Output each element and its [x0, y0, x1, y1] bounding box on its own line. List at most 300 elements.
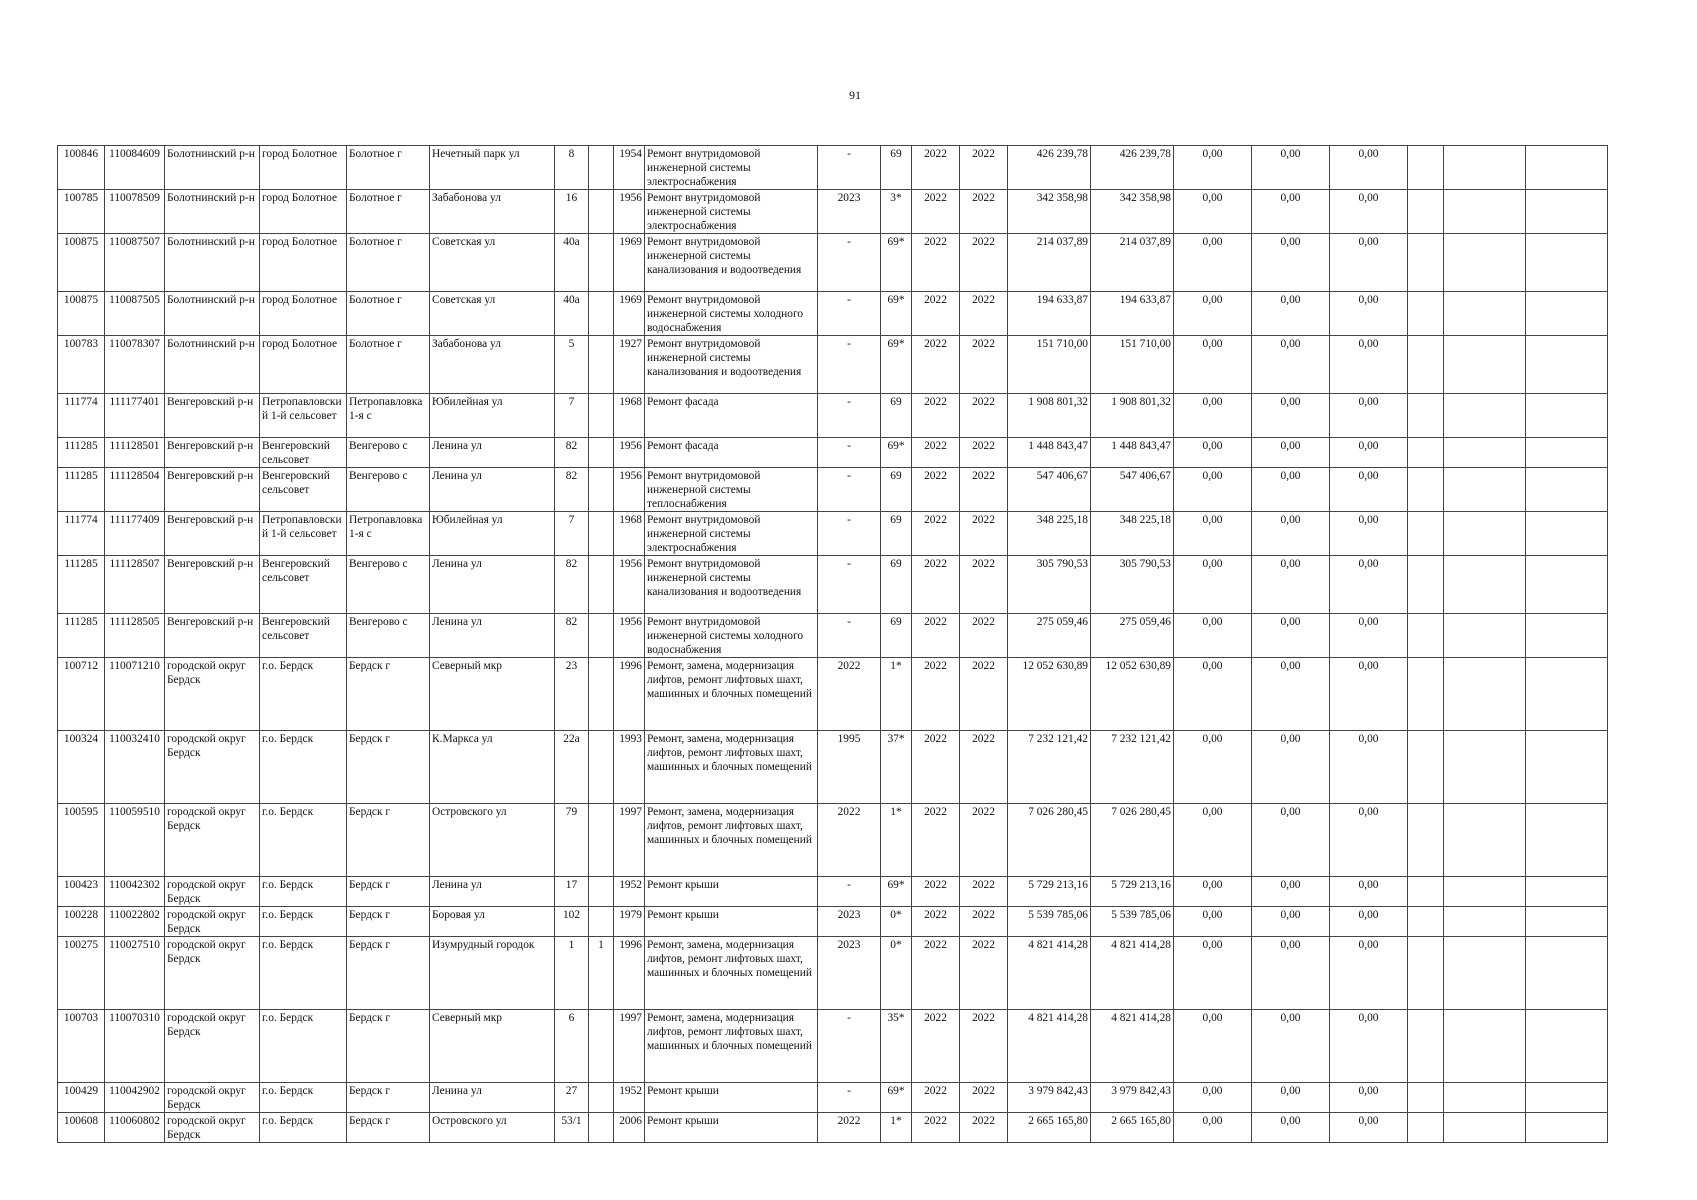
cell-total-cost: 2 665 165,80 [1008, 1113, 1091, 1143]
cell-work-id: 110078509 [105, 190, 165, 234]
cell-plan-year-end: 2022 [960, 190, 1008, 234]
cell-work-type: Ремонт, замена, модернизация лифтов, ремонт лифтовых шахт, машинных и блочных помещений [645, 658, 818, 731]
cell-extra-3 [1526, 234, 1608, 292]
table-row [58, 336, 1608, 394]
cell-district: Венгеровский р-н [165, 438, 260, 468]
cell-building [589, 614, 614, 658]
cell-work-type: Ремонт внутридомовой инженерной системы теплоснабжения [645, 468, 818, 512]
cell-house-number: 82 [555, 438, 589, 468]
cell-street: Изумрудный городок [430, 937, 555, 1010]
cell-extra-3 [1526, 394, 1608, 438]
cell-plan-year-end: 2022 [960, 292, 1008, 336]
cell-extra-1 [1408, 468, 1444, 512]
cell-street: Ленина ул [430, 468, 555, 512]
cell-municipality: г.о. Бердск [260, 731, 347, 804]
cell-plan-year-end: 2022 [960, 1010, 1008, 1083]
cell-extra-3 [1526, 190, 1608, 234]
cell-house-id: 100875 [58, 234, 105, 292]
cell-total-cost: 4 821 414,28 [1008, 937, 1091, 1010]
cell-extra-1 [1408, 556, 1444, 614]
cell-house-number: 40а [555, 234, 589, 292]
cell-budget-regional: 0,00 [1252, 1083, 1330, 1113]
cell-year-built: 1997 [614, 1010, 645, 1083]
cell-wear-percent: 37* [881, 731, 912, 804]
cell-street: Ленина ул [430, 1083, 555, 1113]
cell-locality: Бердск г [347, 804, 430, 877]
table-row [58, 907, 1608, 937]
table-row [58, 614, 1608, 658]
cell-house-id: 100785 [58, 190, 105, 234]
cell-extra-3 [1526, 292, 1608, 336]
cell-extra-1 [1408, 804, 1444, 877]
cell-house-id: 100608 [58, 1113, 105, 1143]
cell-budget-local: 0,00 [1330, 1010, 1408, 1083]
cell-municipality: Венгеровский сельсовет [260, 556, 347, 614]
cell-street: Забабонова ул [430, 336, 555, 394]
cell-year-built: 1996 [614, 658, 645, 731]
cell-budget-local: 0,00 [1330, 438, 1408, 468]
cell-extra-1 [1408, 1083, 1444, 1113]
cell-municipality: Петропавловский 1-й сельсовет [260, 512, 347, 556]
cell-house-id: 111774 [58, 512, 105, 556]
cell-wear-percent: 69* [881, 877, 912, 907]
cell-locality: Бердск г [347, 658, 430, 731]
cell-extra-1 [1408, 336, 1444, 394]
cell-street: Ленина ул [430, 614, 555, 658]
cell-year-built: 1954 [614, 146, 645, 190]
cell-fund-cost: 342 358,98 [1091, 190, 1174, 234]
cell-district: городской округ Бердск [165, 731, 260, 804]
cell-street: Юбилейная ул [430, 394, 555, 438]
table-row [58, 556, 1608, 614]
cell-plan-year-start: 2022 [912, 190, 960, 234]
cell-year-built: 1968 [614, 512, 645, 556]
cell-total-cost: 194 633,87 [1008, 292, 1091, 336]
table-row [58, 804, 1608, 877]
cell-house-id: 100703 [58, 1010, 105, 1083]
cell-budget-local: 0,00 [1330, 234, 1408, 292]
cell-last-repair-year: - [818, 614, 881, 658]
cell-locality: Венгерово с [347, 556, 430, 614]
cell-municipality: Венгеровский сельсовет [260, 614, 347, 658]
table-row [58, 438, 1608, 468]
cell-year-built: 1993 [614, 731, 645, 804]
cell-total-cost: 348 225,18 [1008, 512, 1091, 556]
cell-work-id: 110084609 [105, 146, 165, 190]
cell-last-repair-year: - [818, 1010, 881, 1083]
cell-house-number: 7 [555, 512, 589, 556]
cell-municipality: г.о. Бердск [260, 658, 347, 731]
cell-last-repair-year: 2022 [818, 658, 881, 731]
cell-building [589, 1113, 614, 1143]
cell-municipality: г.о. Бердск [260, 907, 347, 937]
cell-budget-regional: 0,00 [1252, 438, 1330, 468]
cell-district: городской округ Бердск [165, 937, 260, 1010]
cell-extra-1 [1408, 937, 1444, 1010]
cell-locality: Бердск г [347, 1010, 430, 1083]
cell-house-id: 100595 [58, 804, 105, 877]
cell-year-built: 1956 [614, 438, 645, 468]
cell-extra-2 [1444, 146, 1526, 190]
cell-building [589, 234, 614, 292]
cell-total-cost: 426 239,78 [1008, 146, 1091, 190]
cell-last-repair-year: 2023 [818, 907, 881, 937]
cell-year-built: 1968 [614, 394, 645, 438]
cell-budget-regional: 0,00 [1252, 146, 1330, 190]
cell-work-id: 110071210 [105, 658, 165, 731]
cell-house-id: 111774 [58, 394, 105, 438]
cell-wear-percent: 69* [881, 292, 912, 336]
cell-extra-3 [1526, 1010, 1608, 1083]
cell-budget-regional: 0,00 [1252, 877, 1330, 907]
cell-budget-regional: 0,00 [1252, 394, 1330, 438]
cell-building: 1 [589, 937, 614, 1010]
cell-district: Венгеровский р-н [165, 512, 260, 556]
cell-work-id: 110032410 [105, 731, 165, 804]
cell-municipality: Венгеровский сельсовет [260, 468, 347, 512]
cell-year-built: 1952 [614, 1083, 645, 1113]
cell-work-type: Ремонт, замена, модернизация лифтов, ремонт лифтовых шахт, машинных и блочных помещений [645, 937, 818, 1010]
cell-house-number: 102 [555, 907, 589, 937]
cell-wear-percent: 69 [881, 512, 912, 556]
cell-total-cost: 5 539 785,06 [1008, 907, 1091, 937]
cell-house-number: 82 [555, 614, 589, 658]
cell-district: Болотнинский р-н [165, 146, 260, 190]
cell-budget-local: 0,00 [1330, 1083, 1408, 1113]
cell-extra-2 [1444, 292, 1526, 336]
cell-extra-2 [1444, 336, 1526, 394]
cell-extra-2 [1444, 1010, 1526, 1083]
cell-house-id: 100712 [58, 658, 105, 731]
cell-locality: Бердск г [347, 907, 430, 937]
cell-street: Забабонова ул [430, 190, 555, 234]
cell-work-id: 110022802 [105, 907, 165, 937]
cell-extra-2 [1444, 556, 1526, 614]
cell-wear-percent: 69 [881, 146, 912, 190]
cell-budget-regional: 0,00 [1252, 907, 1330, 937]
page-number: 91 [849, 88, 861, 102]
cell-municipality: г.о. Бердск [260, 1010, 347, 1083]
cell-extra-1 [1408, 146, 1444, 190]
cell-budget-local: 0,00 [1330, 146, 1408, 190]
cell-extra-1 [1408, 658, 1444, 731]
cell-district: Болотнинский р-н [165, 336, 260, 394]
cell-extra-2 [1444, 804, 1526, 877]
repair-schedule-table [57, 145, 1608, 1143]
cell-plan-year-start: 2022 [912, 438, 960, 468]
cell-plan-year-start: 2022 [912, 336, 960, 394]
cell-municipality: город Болотное [260, 336, 347, 394]
cell-last-repair-year: - [818, 468, 881, 512]
cell-work-type: Ремонт, замена, модернизация лифтов, ремонт лифтовых шахт, машинных и блочных помещений [645, 1010, 818, 1083]
cell-district: Венгеровский р-н [165, 614, 260, 658]
cell-district: Венгеровский р-н [165, 556, 260, 614]
cell-plan-year-end: 2022 [960, 146, 1008, 190]
cell-house-number: 82 [555, 468, 589, 512]
cell-district: городской округ Бердск [165, 658, 260, 731]
cell-work-type: Ремонт внутридомовой инженерной системы электроснабжения [645, 190, 818, 234]
table-row [58, 1083, 1608, 1113]
cell-street: Ленина ул [430, 438, 555, 468]
cell-budget-regional: 0,00 [1252, 292, 1330, 336]
cell-extra-2 [1444, 907, 1526, 937]
cell-plan-year-start: 2022 [912, 658, 960, 731]
cell-street: Северный мкр [430, 658, 555, 731]
cell-extra-3 [1526, 556, 1608, 614]
cell-street: Северный мкр [430, 1010, 555, 1083]
cell-extra-1 [1408, 731, 1444, 804]
cell-plan-year-start: 2022 [912, 146, 960, 190]
cell-wear-percent: 69* [881, 234, 912, 292]
cell-budget-local: 0,00 [1330, 658, 1408, 731]
cell-work-type: Ремонт внутридомовой инженерной системы канализования и водоотведения [645, 234, 818, 292]
cell-locality: Болотное г [347, 234, 430, 292]
cell-fund-cost: 3 979 842,43 [1091, 1083, 1174, 1113]
cell-wear-percent: 35* [881, 1010, 912, 1083]
cell-extra-1 [1408, 614, 1444, 658]
cell-work-id: 110027510 [105, 937, 165, 1010]
cell-budget-local: 0,00 [1330, 804, 1408, 877]
cell-wear-percent: 69 [881, 614, 912, 658]
cell-plan-year-end: 2022 [960, 658, 1008, 731]
cell-budget-local: 0,00 [1330, 877, 1408, 907]
cell-extra-2 [1444, 731, 1526, 804]
cell-extra-1 [1408, 234, 1444, 292]
cell-building [589, 556, 614, 614]
cell-fund-cost: 214 037,89 [1091, 234, 1174, 292]
table-row [58, 1010, 1608, 1083]
cell-extra-2 [1444, 438, 1526, 468]
cell-street: Нечетный парк ул [430, 146, 555, 190]
cell-locality: Венгерово с [347, 438, 430, 468]
cell-house-id: 100324 [58, 731, 105, 804]
cell-last-repair-year: 2023 [818, 937, 881, 1010]
cell-extra-3 [1526, 1113, 1608, 1143]
cell-plan-year-start: 2022 [912, 937, 960, 1010]
cell-work-id: 111128504 [105, 468, 165, 512]
cell-extra-1 [1408, 190, 1444, 234]
cell-last-repair-year: - [818, 1083, 881, 1113]
cell-extra-2 [1444, 234, 1526, 292]
cell-house-number: 7 [555, 394, 589, 438]
cell-extra-3 [1526, 336, 1608, 394]
cell-year-built: 2006 [614, 1113, 645, 1143]
cell-locality: Болотное г [347, 336, 430, 394]
cell-house-number: 5 [555, 336, 589, 394]
cell-fund-cost: 194 633,87 [1091, 292, 1174, 336]
cell-extra-3 [1526, 877, 1608, 907]
cell-street: К.Маркса ул [430, 731, 555, 804]
cell-house-id: 111285 [58, 438, 105, 468]
cell-fund-cost: 1 908 801,32 [1091, 394, 1174, 438]
cell-extra-3 [1526, 438, 1608, 468]
cell-budget-local: 0,00 [1330, 937, 1408, 1010]
cell-plan-year-start: 2022 [912, 1010, 960, 1083]
cell-plan-year-start: 2022 [912, 468, 960, 512]
cell-last-repair-year: 2023 [818, 190, 881, 234]
cell-wear-percent: 69* [881, 336, 912, 394]
cell-year-built: 1952 [614, 877, 645, 907]
cell-year-built: 1956 [614, 190, 645, 234]
cell-house-number: 16 [555, 190, 589, 234]
cell-budget-local: 0,00 [1330, 731, 1408, 804]
cell-budget-regional: 0,00 [1252, 234, 1330, 292]
cell-work-id: 111128507 [105, 556, 165, 614]
cell-house-number: 22а [555, 731, 589, 804]
cell-budget-local: 0,00 [1330, 907, 1408, 937]
cell-building [589, 731, 614, 804]
cell-work-type: Ремонт крыши [645, 1113, 818, 1143]
cell-last-repair-year: - [818, 877, 881, 907]
cell-plan-year-start: 2022 [912, 1113, 960, 1143]
cell-budget-federal: 0,00 [1174, 1113, 1252, 1143]
cell-plan-year-end: 2022 [960, 438, 1008, 468]
cell-wear-percent: 0* [881, 937, 912, 1010]
cell-year-built: 1969 [614, 234, 645, 292]
cell-locality: Бердск г [347, 1113, 430, 1143]
cell-locality: Болотное г [347, 292, 430, 336]
cell-house-id: 100783 [58, 336, 105, 394]
cell-last-repair-year: - [818, 438, 881, 468]
cell-work-type: Ремонт крыши [645, 877, 818, 907]
cell-plan-year-end: 2022 [960, 234, 1008, 292]
cell-year-built: 1956 [614, 556, 645, 614]
cell-total-cost: 1 908 801,32 [1008, 394, 1091, 438]
cell-budget-regional: 0,00 [1252, 190, 1330, 234]
cell-wear-percent: 69* [881, 438, 912, 468]
cell-fund-cost: 151 710,00 [1091, 336, 1174, 394]
cell-work-type: Ремонт внутридомовой инженерной системы электроснабжения [645, 146, 818, 190]
cell-plan-year-end: 2022 [960, 556, 1008, 614]
cell-budget-federal: 0,00 [1174, 468, 1252, 512]
cell-budget-federal: 0,00 [1174, 907, 1252, 937]
table-row [58, 190, 1608, 234]
cell-extra-1 [1408, 512, 1444, 556]
cell-house-id: 111285 [58, 556, 105, 614]
cell-building [589, 804, 614, 877]
cell-building [589, 292, 614, 336]
cell-house-id: 100846 [58, 146, 105, 190]
cell-wear-percent: 1* [881, 804, 912, 877]
cell-extra-3 [1526, 907, 1608, 937]
cell-plan-year-start: 2022 [912, 512, 960, 556]
cell-year-built: 1996 [614, 937, 645, 1010]
cell-fund-cost: 348 225,18 [1091, 512, 1174, 556]
cell-district: городской округ Бердск [165, 804, 260, 877]
cell-last-repair-year: - [818, 234, 881, 292]
cell-fund-cost: 4 821 414,28 [1091, 937, 1174, 1010]
cell-plan-year-end: 2022 [960, 877, 1008, 907]
cell-fund-cost: 547 406,67 [1091, 468, 1174, 512]
cell-fund-cost: 7 232 121,42 [1091, 731, 1174, 804]
cell-work-type: Ремонт, замена, модернизация лифтов, ремонт лифтовых шахт, машинных и блочных помещений [645, 804, 818, 877]
cell-wear-percent: 69 [881, 556, 912, 614]
cell-plan-year-end: 2022 [960, 512, 1008, 556]
cell-budget-regional: 0,00 [1252, 658, 1330, 731]
cell-municipality: Венгеровский сельсовет [260, 438, 347, 468]
cell-total-cost: 305 790,53 [1008, 556, 1091, 614]
cell-extra-2 [1444, 512, 1526, 556]
cell-work-type: Ремонт внутридомовой инженерной системы холодного водоснабжения [645, 292, 818, 336]
cell-house-number: 1 [555, 937, 589, 1010]
cell-building [589, 394, 614, 438]
cell-district: Болотнинский р-н [165, 292, 260, 336]
cell-wear-percent: 0* [881, 907, 912, 937]
cell-extra-3 [1526, 658, 1608, 731]
cell-budget-regional: 0,00 [1252, 804, 1330, 877]
cell-house-number: 17 [555, 877, 589, 907]
cell-wear-percent: 1* [881, 658, 912, 731]
cell-extra-2 [1444, 658, 1526, 731]
cell-locality: Болотное г [347, 146, 430, 190]
cell-budget-regional: 0,00 [1252, 468, 1330, 512]
table-row [58, 877, 1608, 907]
cell-budget-federal: 0,00 [1174, 394, 1252, 438]
cell-last-repair-year: 2022 [818, 804, 881, 877]
table-row [58, 512, 1608, 556]
cell-district: Венгеровский р-н [165, 394, 260, 438]
cell-total-cost: 5 729 213,16 [1008, 877, 1091, 907]
cell-extra-3 [1526, 468, 1608, 512]
cell-total-cost: 151 710,00 [1008, 336, 1091, 394]
cell-fund-cost: 426 239,78 [1091, 146, 1174, 190]
cell-last-repair-year: - [818, 394, 881, 438]
table-row [58, 292, 1608, 336]
cell-extra-1 [1408, 438, 1444, 468]
cell-wear-percent: 1* [881, 1113, 912, 1143]
cell-street: Островского ул [430, 804, 555, 877]
cell-street: Юбилейная ул [430, 512, 555, 556]
cell-house-number: 8 [555, 146, 589, 190]
cell-work-type: Ремонт внутридомовой инженерной системы канализования и водоотведения [645, 336, 818, 394]
cell-plan-year-start: 2022 [912, 234, 960, 292]
cell-extra-2 [1444, 190, 1526, 234]
cell-plan-year-start: 2022 [912, 877, 960, 907]
cell-work-id: 111128501 [105, 438, 165, 468]
cell-wear-percent: 3* [881, 190, 912, 234]
cell-extra-1 [1408, 292, 1444, 336]
cell-budget-regional: 0,00 [1252, 512, 1330, 556]
cell-locality: Бердск г [347, 731, 430, 804]
cell-work-id: 111177409 [105, 512, 165, 556]
cell-budget-regional: 0,00 [1252, 614, 1330, 658]
cell-wear-percent: 69* [881, 1083, 912, 1113]
cell-fund-cost: 7 026 280,45 [1091, 804, 1174, 877]
cell-work-type: Ремонт фасада [645, 438, 818, 468]
cell-locality: Петропавловка 1-я с [347, 512, 430, 556]
cell-district: Болотнинский р-н [165, 234, 260, 292]
cell-house-id: 100875 [58, 292, 105, 336]
cell-house-id: 100429 [58, 1083, 105, 1113]
cell-total-cost: 275 059,46 [1008, 614, 1091, 658]
table-row [58, 731, 1608, 804]
cell-work-id: 110078307 [105, 336, 165, 394]
cell-plan-year-end: 2022 [960, 1083, 1008, 1113]
cell-plan-year-end: 2022 [960, 336, 1008, 394]
cell-house-number: 40а [555, 292, 589, 336]
cell-budget-regional: 0,00 [1252, 731, 1330, 804]
cell-extra-2 [1444, 394, 1526, 438]
cell-total-cost: 7 026 280,45 [1008, 804, 1091, 877]
cell-street: Ленина ул [430, 556, 555, 614]
cell-locality: Венгерово с [347, 614, 430, 658]
cell-budget-federal: 0,00 [1174, 234, 1252, 292]
cell-fund-cost: 275 059,46 [1091, 614, 1174, 658]
cell-plan-year-end: 2022 [960, 937, 1008, 1010]
cell-municipality: город Болотное [260, 190, 347, 234]
cell-total-cost: 547 406,67 [1008, 468, 1091, 512]
cell-extra-1 [1408, 877, 1444, 907]
